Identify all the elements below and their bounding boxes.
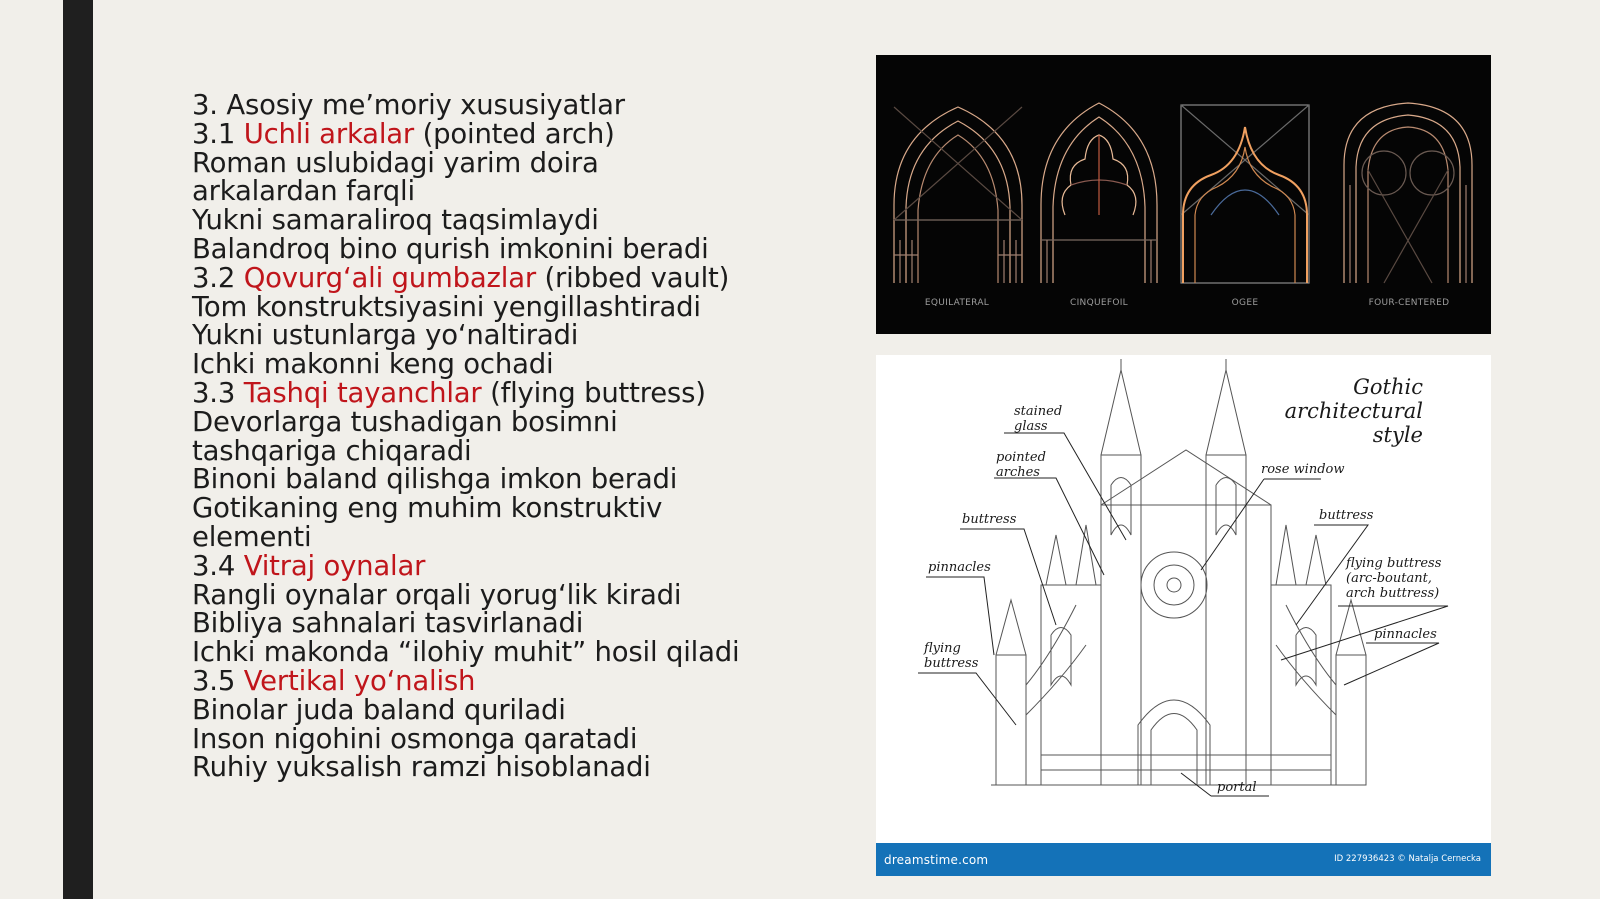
text-line-lead: Inson nigohini osmonga qaratadi <box>192 722 638 755</box>
text-line-lead: Rangli oynalar orqali yorug‘lik kiradi <box>192 578 682 611</box>
text-line <box>192 465 832 494</box>
gothic-title-line: style <box>1372 423 1423 447</box>
label-buttress-left: buttress <box>962 512 1017 527</box>
text-line <box>192 434 832 467</box>
label-portal: portal <box>1217 780 1257 795</box>
text-line <box>192 321 832 350</box>
text-line-lead: Ichki makonni keng ochadi <box>192 348 554 381</box>
text-line-tail: (pointed arch) <box>414 117 615 150</box>
label-pinnacles-right: pinnacles <box>1374 627 1437 642</box>
text-line-lead: Bibliya sahnalari tasvirlanadi <box>192 607 584 640</box>
label-pointed-arches: pointed arches <box>996 450 1046 480</box>
text-line <box>192 350 832 379</box>
text-line-lead: Ruhiy yuksalish ramzi hisoblanadi <box>192 751 651 784</box>
text-line-tail: (ribbed vault) <box>535 261 730 294</box>
highlighted-term: Tashqi tayanchlar <box>243 376 482 409</box>
text-line-lead: 3.1 <box>192 117 244 150</box>
text-line-lead: 3.2 <box>192 261 244 294</box>
text-line-lead: Tom konstruktsiyasini yengillashtiradi <box>192 290 701 323</box>
text-line-lead: Ichki makonda “ilohiy muhit” hosil qiladi <box>192 636 740 669</box>
image-credit-bar <box>876 843 1491 876</box>
text-line <box>192 91 832 120</box>
text-line <box>192 638 832 667</box>
label-buttress-right: buttress <box>1319 508 1374 523</box>
text-line-lead: 3.3 <box>192 376 244 409</box>
text-line-lead: Balandroq bino qurish imkonini beradi <box>192 232 709 265</box>
text-line-lead: tashqariga chiqaradi <box>192 434 472 467</box>
text-line-lead: arkalardan farqli <box>192 175 415 208</box>
text-line <box>192 232 832 265</box>
text-line <box>192 520 832 553</box>
text-line <box>192 753 832 782</box>
ogee-arch <box>1181 105 1309 283</box>
highlighted-term: Vitraj oynalar <box>243 549 426 582</box>
credit-id: ID 227936423 © Natalja Cernecka <box>1334 854 1481 864</box>
label-flying-buttress-left: flying buttress <box>924 641 979 671</box>
text-line-lead: elementi <box>192 520 312 553</box>
highlighted-term: Vertikal yo‘nalish <box>243 664 476 697</box>
credit-site: dreamstime.com <box>884 853 989 867</box>
text-line <box>192 549 832 582</box>
text-line-lead: Devorlarga tushadigan bosimni <box>192 405 618 438</box>
slide-text <box>192 91 832 782</box>
text-line <box>192 578 832 611</box>
text-line <box>192 609 832 638</box>
text-line-lead: 3.5 <box>192 664 244 697</box>
text-line <box>192 206 832 235</box>
text-line <box>192 117 832 150</box>
arch-caption-four-centered: FOUR-CENTERED <box>1368 298 1450 308</box>
text-line-lead: 3. Asosiy me’moriy xususiyatlar <box>192 89 625 121</box>
text-line-lead: Gotikaning eng muhim konstruktiv <box>192 492 663 525</box>
text-line <box>192 405 832 438</box>
arch-caption-equilateral: EQUILATERAL <box>924 298 990 308</box>
arches-image <box>876 55 1491 334</box>
label-stained-glass: stained glass <box>1014 404 1063 434</box>
cinquefoil-arch <box>1041 103 1157 283</box>
arch-caption-cinquefoil: CINQUEFOIL <box>1070 298 1128 308</box>
text-line <box>192 146 832 179</box>
label-rose-window: rose window <box>1261 462 1345 477</box>
text-line-lead: Yukni samaraliroq taqsimlaydi <box>192 204 599 237</box>
text-line <box>192 376 832 409</box>
text-line-tail: (flying buttress) <box>481 376 706 409</box>
text-line <box>192 693 832 726</box>
text-line-lead: Roman uslubidagi yarim doira <box>192 146 599 179</box>
label-flying-buttress-right: flying buttress (arc-boutant, arch buttress) <box>1346 556 1442 601</box>
text-line <box>192 722 832 755</box>
four-centered-arch <box>1344 103 1472 283</box>
text-line <box>192 177 832 206</box>
text-line-lead: Binoni baland qilishga imkon beradi <box>192 463 678 496</box>
equilateral-arch <box>894 107 1022 283</box>
text-line <box>192 290 832 323</box>
text-line-lead: 3.4 <box>192 549 244 582</box>
text-line-lead: Yukni ustunlarga yo‘naltiradi <box>192 319 579 352</box>
highlighted-term: Qovurg‘ali gumbazlar <box>243 261 536 294</box>
text-line-lead: Binolar juda baland quriladi <box>192 693 566 726</box>
gothic-title-line: architectural <box>1284 399 1423 423</box>
text-line <box>192 664 832 697</box>
label-pinnacles-left: pinnacles <box>928 560 991 575</box>
cathedral-image <box>876 355 1491 876</box>
arch-caption-ogee: OGEE <box>1231 298 1259 308</box>
highlighted-term: Uchli arkalar <box>243 117 415 150</box>
left-accent-bar <box>63 0 93 899</box>
arches-drawing <box>876 55 1491 334</box>
text-line <box>192 261 832 294</box>
gothic-style-title <box>1285 375 1423 447</box>
gothic-title-line: Gothic <box>1353 375 1423 399</box>
text-line <box>192 494 832 523</box>
